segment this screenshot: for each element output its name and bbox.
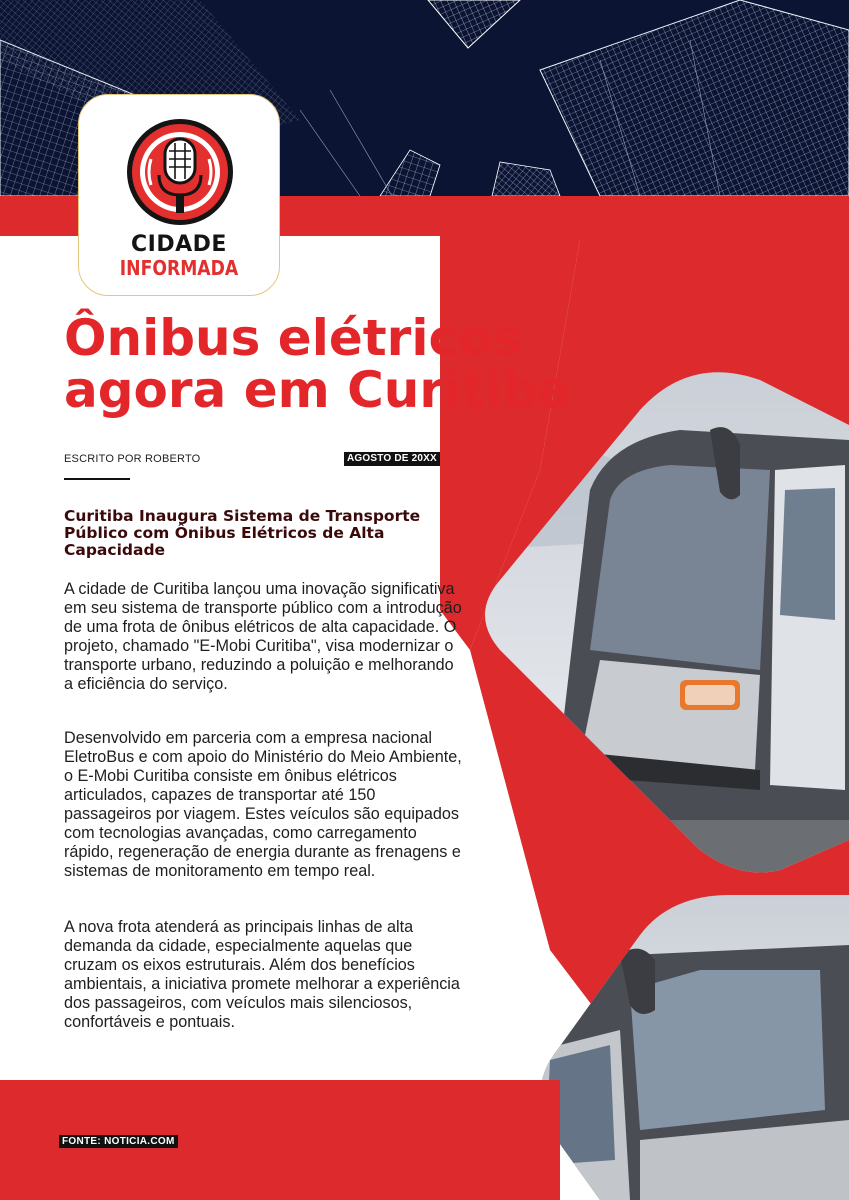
article-paragraph-3: A nova frota atenderá as principais linhas de alta demanda da cidade, especialmente aquelas que cruzam os eixos estruturais. Além dos benefícios ambientais, a iniciativa promete melhorar a experiência dos passageiros, com veículos mais silenciosos, confortáveis e pontuais. — [64, 918, 460, 1031]
byline: ESCRITO POR ROBERTO — [64, 453, 201, 465]
headline-line-2: agora em Curitiba — [64, 361, 572, 419]
logo-wordmark-line2: INFORMADA — [119, 256, 239, 280]
microphone-icon — [125, 117, 235, 227]
headline-line-1: Ônibus elétricos — [64, 309, 523, 367]
article-paragraph-1: A cidade de Curitiba lançou uma inovação significativa em seu sistema de transporte público com a introdução de uma frota de ônibus elétricos de alta capacidade. O projeto, chamado "E-Mobi Curitiba", visa modernizar o transporte urbano, reduzindo a poluição e melhorando a eficiência do serviço. — [64, 580, 462, 693]
byline-divider — [64, 478, 130, 480]
date-badge: AGOSTO DE 20XX — [344, 452, 440, 466]
logo-card — [78, 94, 280, 296]
article-paragraph-2: Desenvolvido em parceria com a empresa nacional EletroBus e com apoio do Ministério do Meio Ambiente, o E-Mobi Curitiba consiste em ônibus elétricos articulados, capazes de transportar até 150 passageiros por viagem. Estes veículos são equipados com tecnologias avançadas, como carregamento rápido, regeneração de energia durante as frenagens e sistemas de monitoramento em tempo real. — [64, 729, 462, 880]
source-badge: FONTE: NOTICIA.COM — [59, 1135, 178, 1148]
logo-wordmark-line1: CIDADE — [131, 232, 227, 257]
article-subheading: Curitiba Inaugura Sistema de Transporte Público com Ônibus Elétricos de Alta Capacidade — [64, 507, 421, 559]
article-headline — [64, 309, 664, 419]
